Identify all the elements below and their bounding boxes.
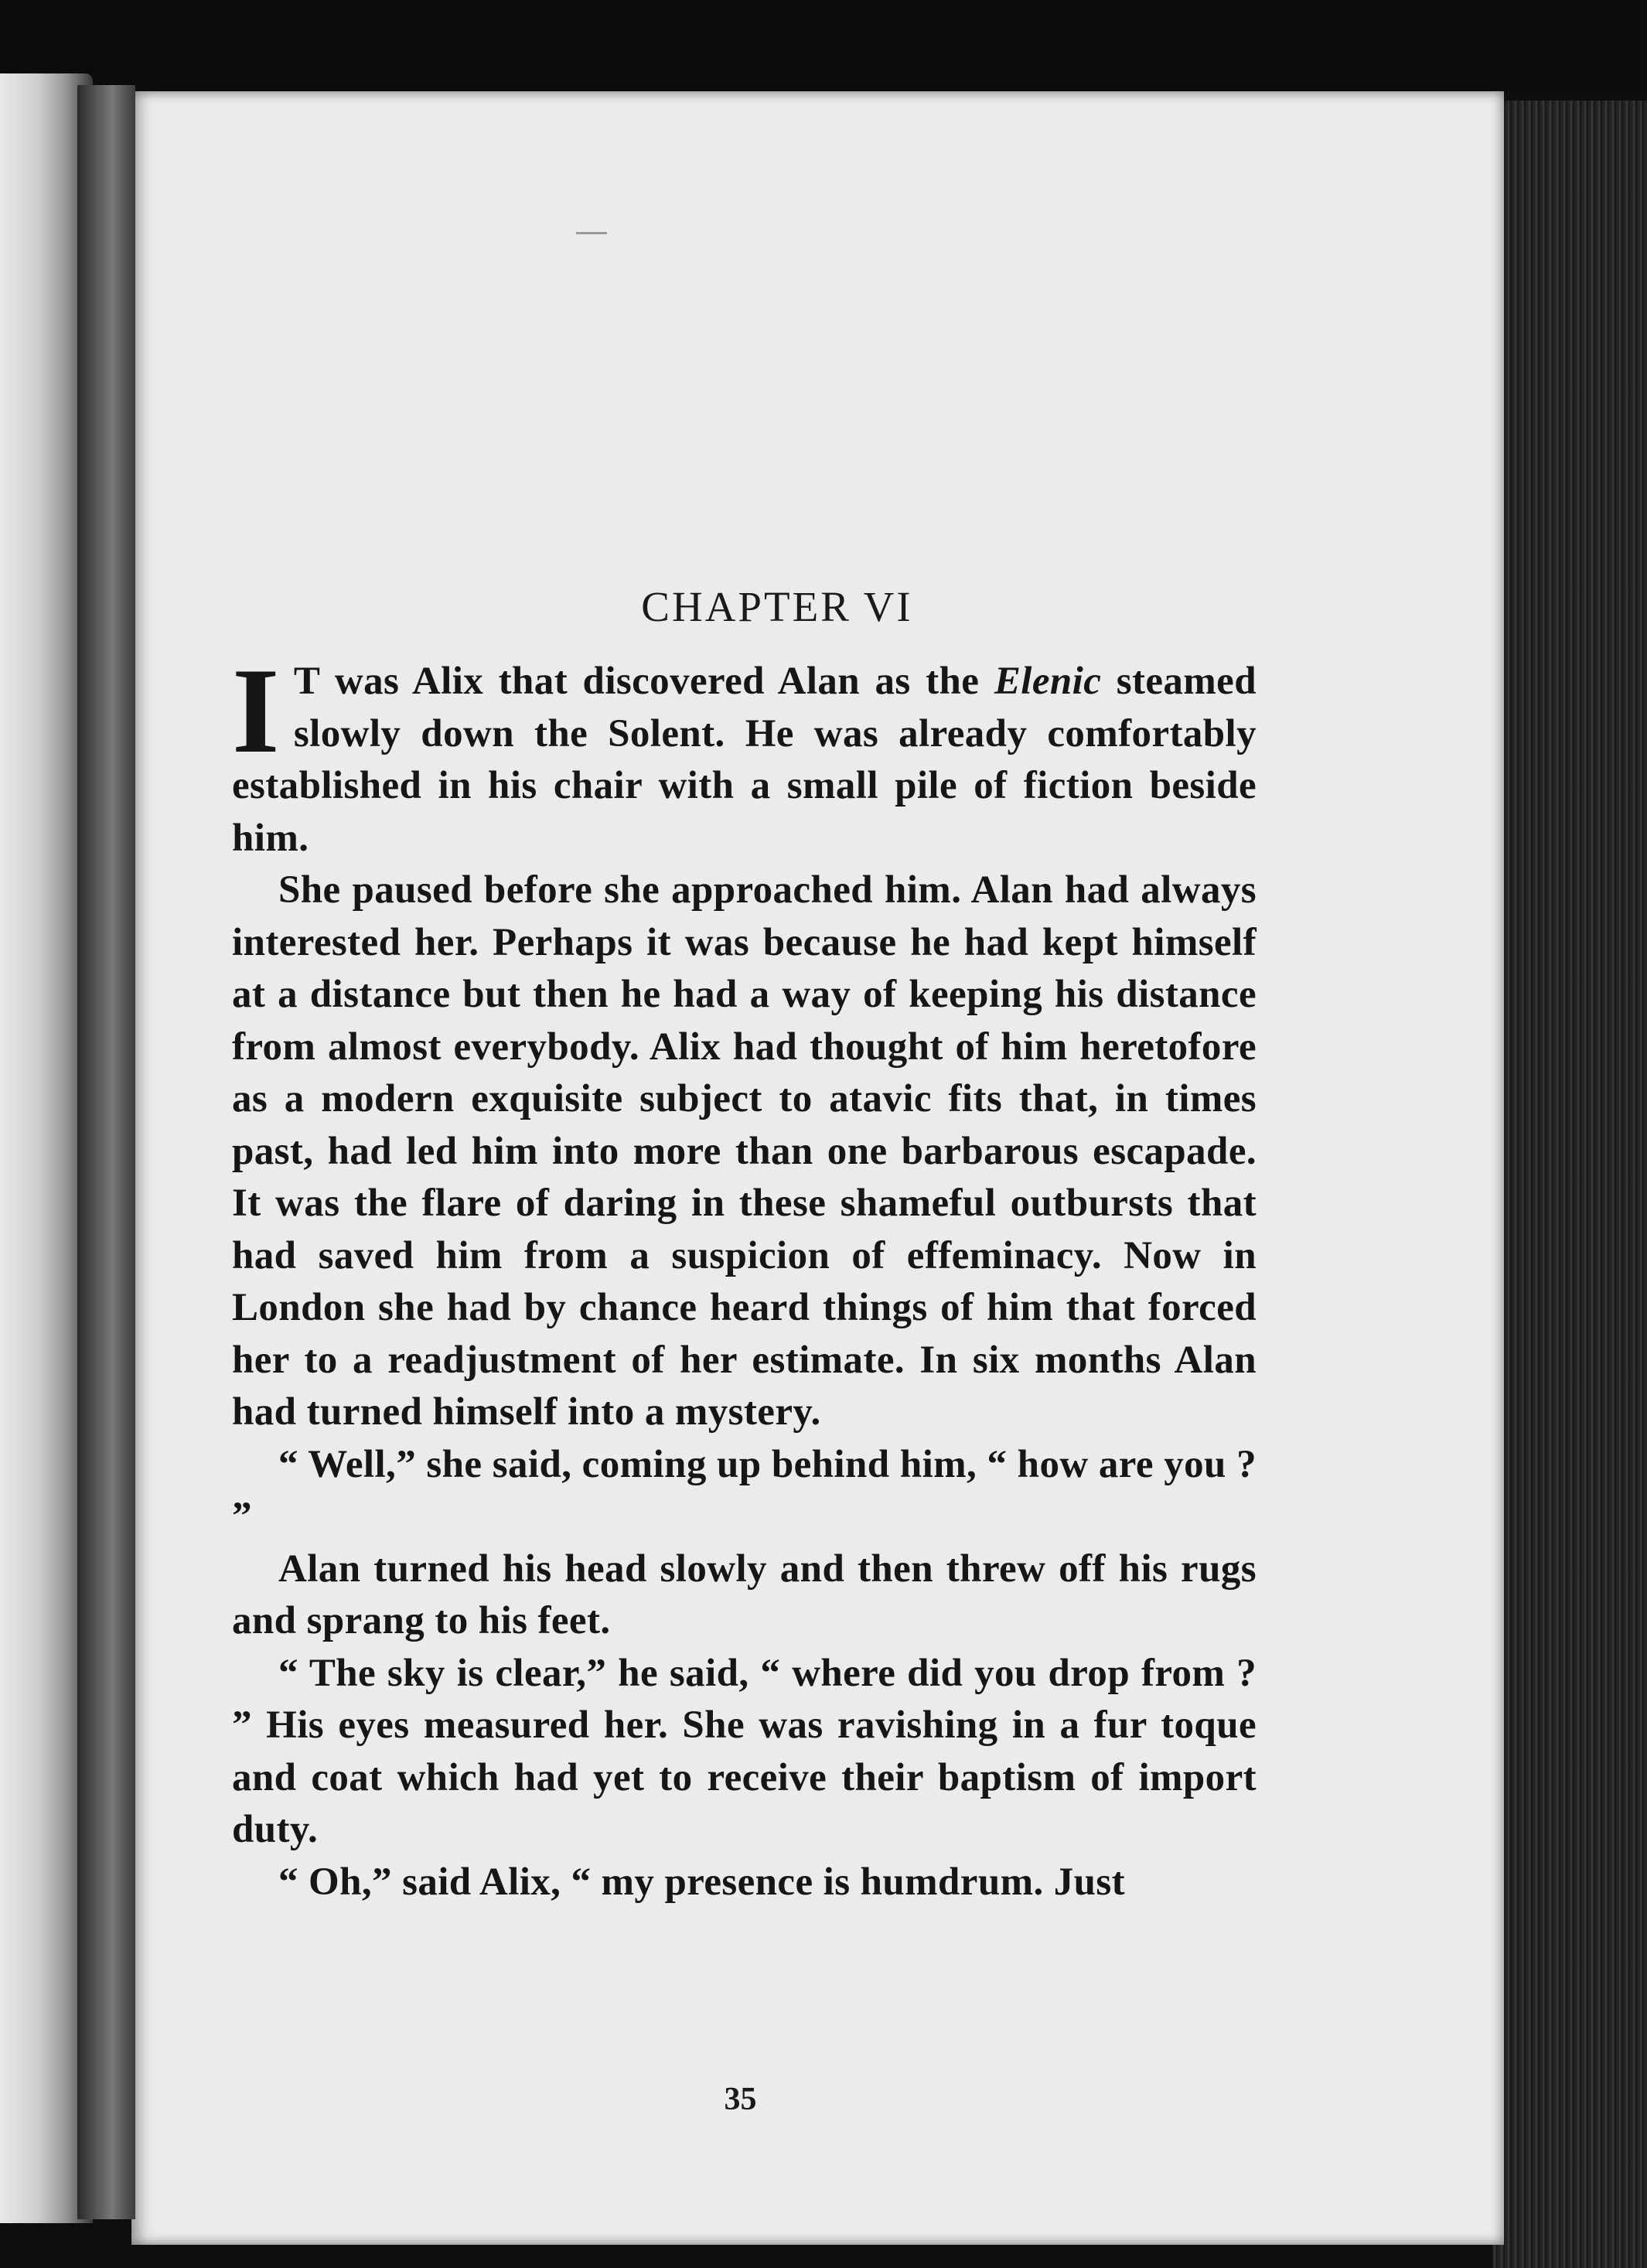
page-number: 35 [724,2082,757,2117]
paragraph-1 [232,643,1257,865]
chapter-heading: CHAPTER VI [641,583,913,630]
paragraph-1-text-b: steamed slowly down the Solent. He was already comfortably established in his chair with a small pile of fiction beside him. [232,660,1257,860]
paragraph-6: “ Oh,” said Alix, “ my presence is humdrum. Just [278,1860,1126,1904]
binding-gutter [77,85,135,2219]
paragraph-5: “ The sky is clear,” he said, “ where did you drop from ? ” His eyes measured her. She was ravishing in a fur toque and coat which had yet to receive their baptism of import duty. [232,1651,1257,1851]
paragraph-1-text-a: T was Alix that discovered Alan as the [293,660,980,703]
ship-name: Elenic [994,660,1102,703]
book-page [131,91,1504,2245]
paragraph-4: Alan turned his head slowly and then threw off his rugs and sprang to his feet. [232,1547,1257,1642]
page-smudge-mark [576,232,607,234]
drop-cap: I [232,643,280,779]
scan-top-background [0,0,1647,93]
paragraph-3: “ Well,” she said, coming up behind him, “ how are you ? ” [232,1442,1257,1538]
chapter-text [232,643,1257,1908]
book-page-edges [1492,101,1647,2268]
paragraph-2: She paused before she approached him. Alan had always interested her. Perhaps it was because he had kept himself at a distance but then he had a way of keeping his distance from almost everybody. Alix had thought of him heretofore as a modern exquisite subject to atavic fits that, in times past, had led him into more than one barbarous escapade. It was the flare of daring in these shameful outbursts that had saved him from a suspicion of effeminacy. Now in London she had by chance heard things of him that forced her to a readjustment of her estimate. In six months Alan had turned himself into a mystery. [232,868,1257,1434]
